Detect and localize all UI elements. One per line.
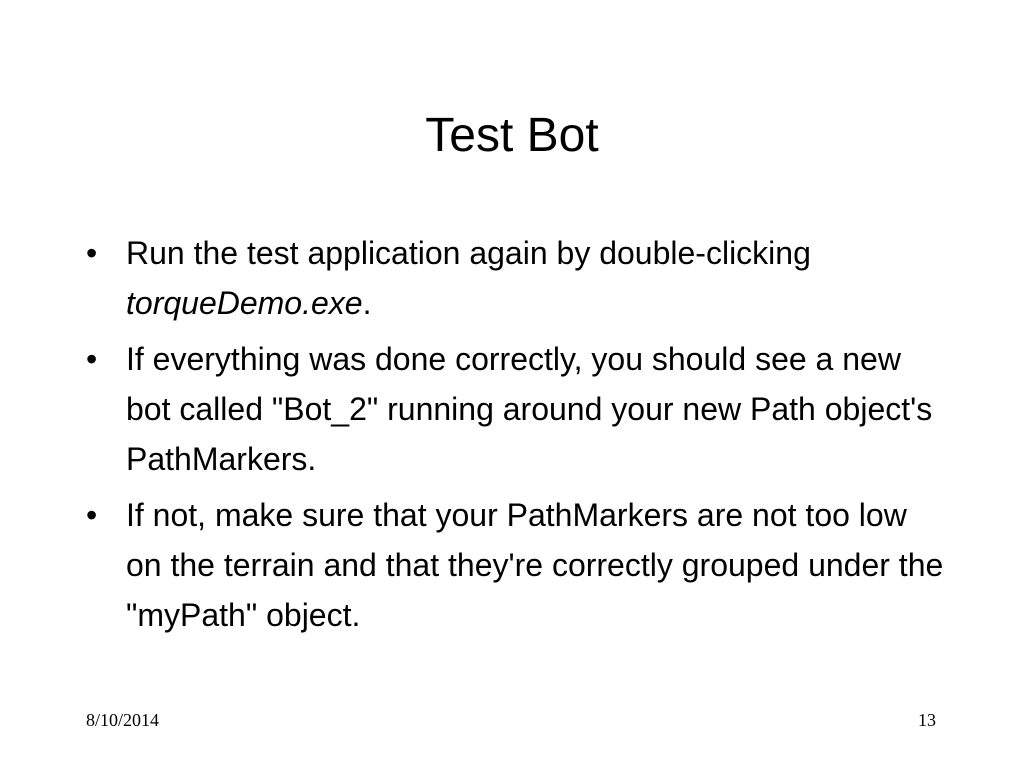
- bullet-text-3: If not, make sure that your PathMarkers are not too low on the terrain and that they're correctly grouped under the "myPath" object.: [126, 497, 944, 633]
- bullet-text-2: If everything was done correctly, you should see a new bot called "Bot_2" running around your new Path object's PathMarkers.: [126, 341, 933, 477]
- bullet-icon: •: [86, 235, 98, 271]
- slide-title: Test Bot: [425, 109, 599, 162]
- bullet-text-1-end: .: [362, 285, 372, 321]
- bullet-item-3: [86, 490, 946, 640]
- footer-date: 8/10/2014: [86, 710, 160, 730]
- bullet-item-2: [86, 334, 946, 484]
- bullet-list: [86, 228, 946, 646]
- bullet-text-1-filename: torqueDemo.exe: [126, 285, 363, 321]
- bullet-icon: •: [86, 497, 98, 533]
- bullet-text-1-start: Run the test application again by double-clicking: [126, 235, 811, 271]
- bullet-icon: •: [86, 341, 98, 377]
- footer-page-number: 13: [918, 710, 936, 730]
- bullet-item-1: [86, 228, 946, 328]
